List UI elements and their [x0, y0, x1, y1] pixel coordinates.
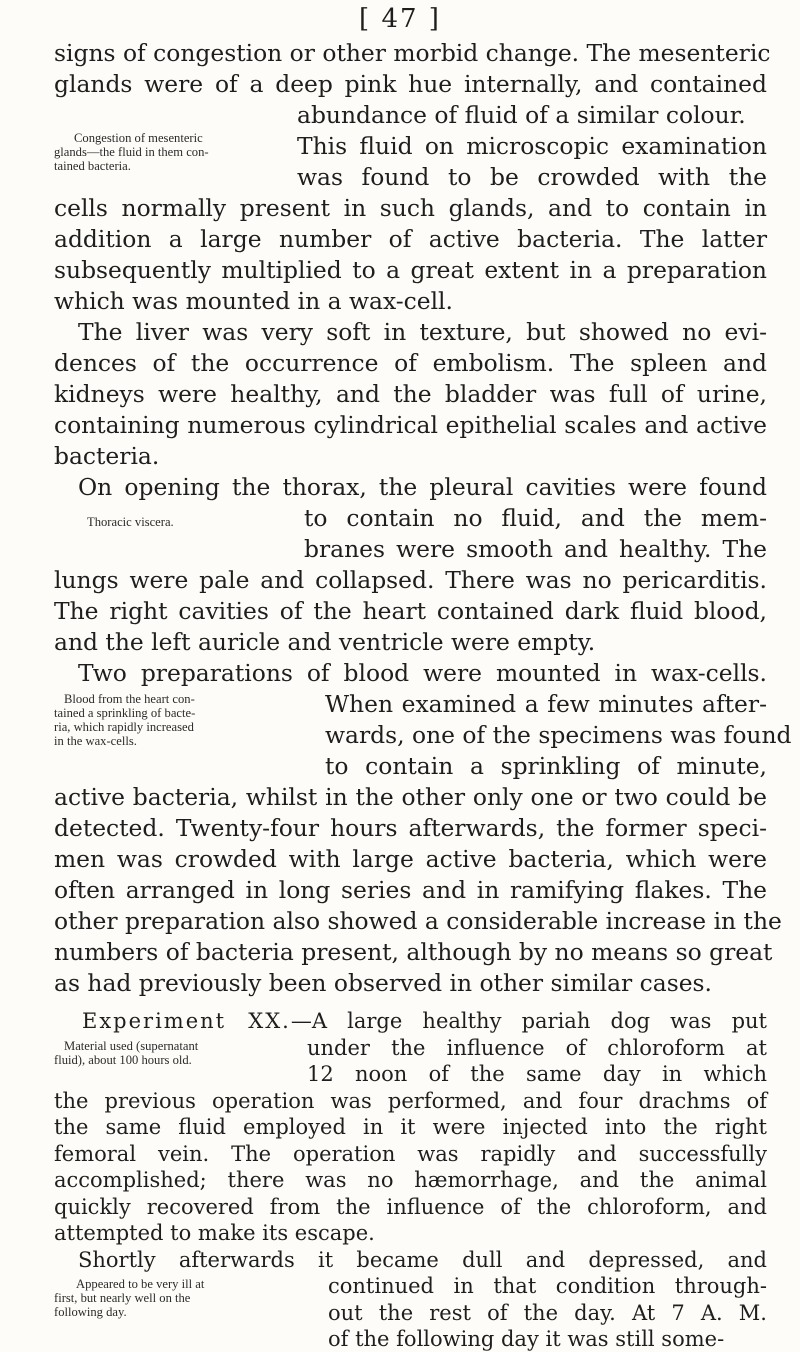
side-note-line: following day. [54, 1305, 127, 1319]
text-line: accomplished; there was no hæmorrhage, and the animal [54, 1168, 767, 1192]
text-line: was found to be crowded with the [297, 163, 767, 191]
text-line: active bacteria, whilst in the other only one or two could be [54, 783, 767, 811]
text-line: men was crowded with large active bacteria, which were [54, 845, 767, 873]
text-line: 12 noon of the same day in which [307, 1062, 767, 1086]
text-line: dences of the occurrence of embolism. The spleen and [54, 349, 767, 377]
text-line: —A large healthy pariah dog was put [290, 1009, 767, 1033]
side-note-line: ria, which rapidly increased [54, 720, 194, 734]
experiment-heading: Experiment XX. [82, 1009, 291, 1033]
text-line: cells normally present in such glands, and to contain in [54, 194, 767, 222]
text-line: This fluid on microscopic examination [297, 132, 767, 160]
text-line: to contain no fluid, and the mem- [304, 504, 767, 532]
side-note-thoracic [87, 515, 174, 529]
text-line: under the influence of chloroform at [307, 1035, 767, 1060]
text-line: often arranged in long series and in ramifying flakes. The [54, 876, 767, 904]
text-line: glands were of a deep pink hue internally, and contained [54, 70, 767, 98]
side-note-congestion [54, 131, 209, 173]
text-line: branes were smooth and healthy. The [304, 535, 767, 563]
text-line: Shortly afterwards it became dull and depressed, and [78, 1247, 767, 1272]
text-line: bacteria. [54, 442, 160, 470]
text-line: as had previously been observed in other similar cases. [54, 969, 712, 997]
text-line: detected. Twenty-four hours afterwards, the former speci- [54, 814, 767, 842]
side-note-line: glands—the fluid in them con- [54, 145, 209, 159]
side-note-appeared [54, 1277, 204, 1319]
text-line: containing numerous cylindrical epithelial scales and active [54, 411, 767, 439]
side-note-line: in the wax-cells. [54, 734, 137, 748]
text-line: wards, one of the specimens was found [325, 721, 792, 749]
side-note-line: tained bacteria. [54, 159, 131, 173]
text-line: to contain a sprinkling of minute, [325, 752, 767, 780]
text-line: continued in that condition through- [328, 1274, 767, 1298]
text-line: The right cavities of the heart contained dark fluid blood, [54, 597, 767, 625]
side-note-line: Thoracic viscera. [87, 515, 174, 529]
text-line: and the left auricle and ventricle were empty. [54, 628, 596, 656]
side-note-line: Material used (supernatant [64, 1038, 199, 1053]
side-note-material [54, 1039, 198, 1067]
text-line: other preparation also showed a considerable increase in the [54, 907, 782, 935]
experiment-heading-line [82, 1008, 767, 1034]
text-line: Two preparations of blood were mounted in wax-cells. [78, 659, 767, 687]
text-line: quickly recovered from the influence of the chloroform, and [54, 1194, 767, 1219]
text-line: The liver was very soft in texture, but showed no evi- [78, 318, 767, 346]
side-note-line: Appeared to be very ill at [76, 1277, 205, 1291]
text-line: femoral vein. The operation was rapidly and successfully [54, 1141, 767, 1166]
text-line: abundance of fluid of a similar colour. [297, 101, 746, 129]
text-line: of the following day it was still some- [328, 1327, 725, 1351]
side-note-line: Blood from the heart con- [64, 692, 195, 706]
text-line: the same fluid employed in it were injected into the right [54, 1115, 767, 1139]
side-note-line: first, but nearly well on the [54, 1291, 191, 1305]
text-line: kidneys were healthy, and the bladder was full of urine, [54, 380, 767, 408]
text-line: the previous operation was performed, and four drachms of [54, 1088, 767, 1113]
text-line: numbers of bacteria present, although by no means so great [54, 938, 773, 966]
text-line: signs of congestion or other morbid change. The mesenteric [54, 39, 771, 67]
text-line: subsequently multiplied to a great extent in a preparation [54, 256, 767, 284]
side-note-line: tained a sprinkling of bacte- [54, 706, 196, 720]
side-note-line: Congestion of mesenteric [74, 131, 203, 145]
text-line: lungs were pale and collapsed. There was no pericarditis. [54, 566, 767, 594]
text-line: When examined a few minutes after- [325, 690, 767, 718]
page-number: [ 47 ] [359, 4, 441, 34]
text-line: attempted to make its escape. [54, 1221, 375, 1245]
side-note-line: fluid), about 100 hours old. [54, 1052, 192, 1067]
text-line: out the rest of the day. At 7 A. M. [328, 1300, 767, 1325]
text-line: which was mounted in a wax-cell. [54, 287, 453, 315]
text-line: addition a large number of active bacteria. The latter [54, 225, 767, 253]
text-line: On opening the thorax, the pleural cavities were found [78, 473, 767, 501]
side-note-blood [54, 692, 195, 748]
